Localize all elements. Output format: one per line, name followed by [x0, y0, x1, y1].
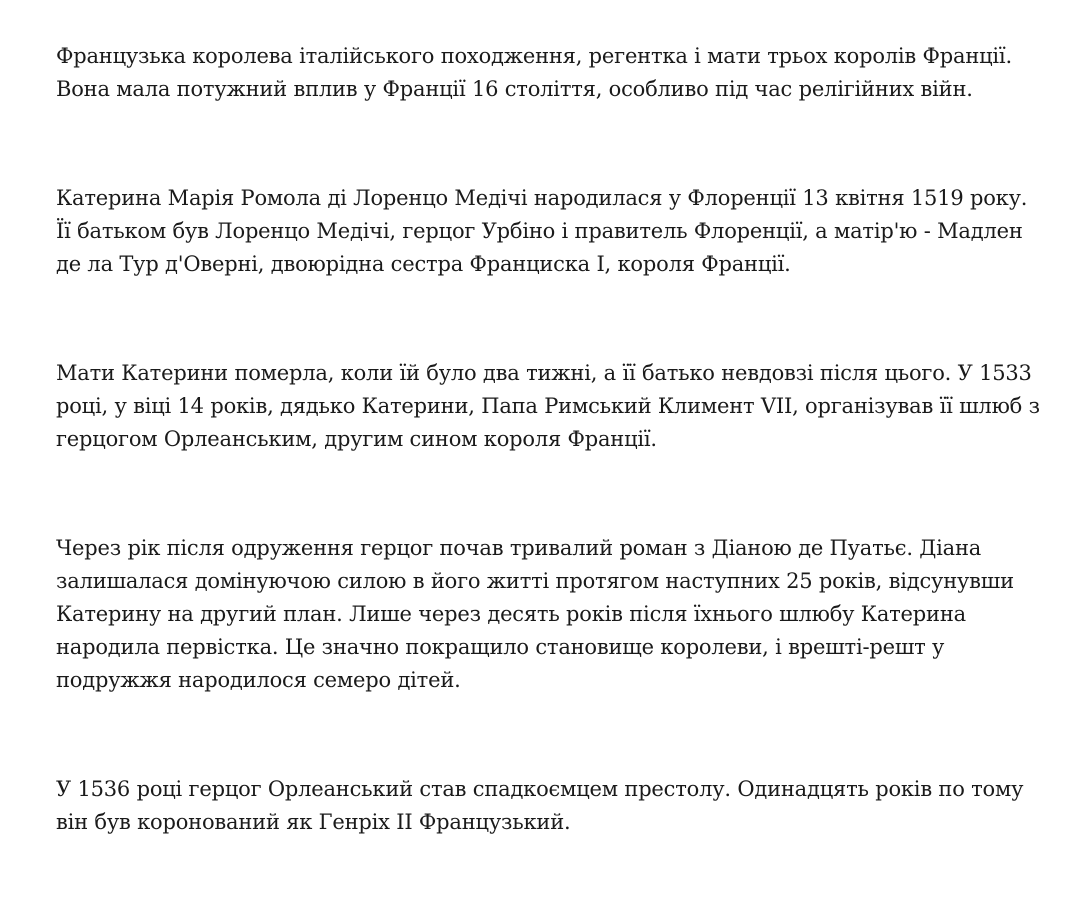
paragraph-diane: Через рік після одруження герцог почав тривалий роман з Діаною де Пуатьє. Діана залишалася домінуючою силою в його житті протягом наступних 25 років, відсунувши Катерину на другий план. Лише через десять років після їхнього шлюбу Катерина народила первістка. Це значно покращило становище королеви, і врешті-решт у подружжя народилося семеро дітей.	[56, 536, 1014, 692]
paragraph-marriage: Мати Катерини померла, коли їй було два тижні, а її батько невдовзі після цього. У 1533 році, у віці 14 років, дядько Катерини, Папа Римський Климент VII, організував її шлюб з герцогом Орлеанським, другим сином короля Франції.	[56, 361, 1040, 451]
article-body	[56, 40, 1041, 839]
paragraph-intro: Французька королева італійського походження, регентка і мати трьох королів Франції. Вона мала потужний вплив у Франції 16 століття, особливо під час релігійних війн.	[56, 44, 1012, 101]
paragraph-henry: У 1536 році герцог Орлеанський став спадкоємцем престолу. Одинадцять років по тому він був коронований як Генріх II Французький.	[56, 777, 1024, 834]
paragraph-birth: Катерина Марія Ромола ді Лоренцо Медічі народилася у Флоренції 13 квітня 1519 року. Її батьком був Лоренцо Медічі, герцог Урбіно і правитель Флоренції, а матір'ю - Мадлен де ла Тур д'Оверні, двоюрідна сестра Франциска І, короля Франції.	[56, 186, 1028, 276]
